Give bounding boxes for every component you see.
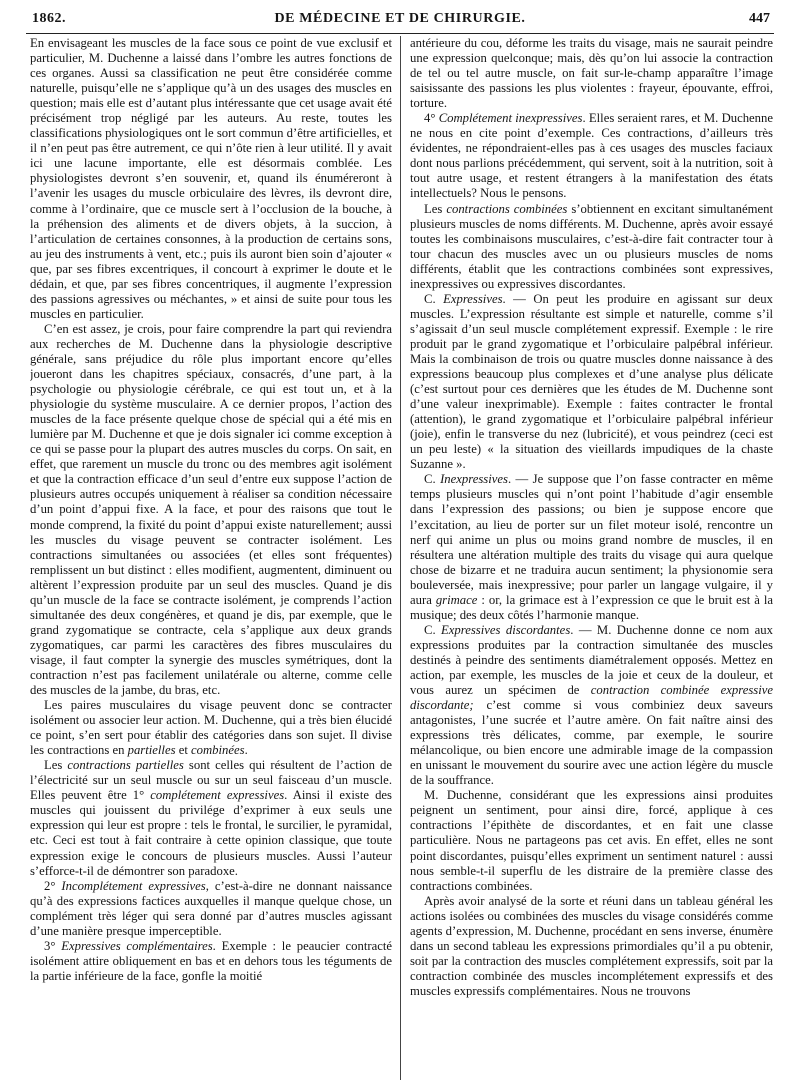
text-run: c’est comme si vous combiniez deux saveurs antagonistes, l’une sucrée et l’autre amère. On fait naître ainsi des expressions très délicates, comme, par exemple, le sourire mélancolique, ou bien encore une admirable image de la compassion en unissant le mouvement du sourire avec une action légère du muscle de la souffrance. <box>410 698 773 788</box>
text-run: C. <box>424 472 441 487</box>
italic-run: Expressives <box>443 291 503 306</box>
text-run: M. Duchenne, considérant que les expressions ainsi produites peignent un sentiment, pour ainsi dire, forcé, applique à ces contractions l’épithète de discordantes, et en fait une classe particulière. Nous ne partageons pas cet avis. En effet, elles ne sont point discordantes, puisqu’elles expriment un sentiment naturel : aussi nous semble-t-il superflu de les distraire de la première classe des contractions combinées. <box>410 788 773 893</box>
header-year: 1862. <box>32 11 66 26</box>
italic-run: partielles <box>127 743 176 758</box>
page-number: 447 <box>749 11 770 26</box>
header-rule <box>26 33 774 34</box>
italic-run: Inexpressives <box>440 472 508 487</box>
italic-run: contraction combinée expressive discordante; <box>410 683 773 713</box>
italic-run: Expressives discordantes <box>441 622 571 637</box>
text-run: . Ainsi il existe des muscles qui jouissent du privilége d’exprimer à eux seuls une expression qui leur est propre : tels le frontal, le surcilier, le pyramidal, etc. Ceci est tout à fait contraire à cette opinion classique, que toute expression exige le concours de plusieurs muscles. Aussi l’auteur s’efforce-t-il de démontrer son paradoxe. <box>30 788 392 878</box>
text-run: . — On peut les produire en agissant sur deux muscles. L’expression résultante est simple et naturelle, comme s’il s’agissait d’un seul muscle complétement expressif. Exemple : le rire produit par le grand zygomatique et l’orbiculaire palpébral inférieur. Mais la combinaison de trois ou quatre muscles donne naissance à des expressions beaucoup plus complexes et d’une analyse plus délicate (c’est surtout pour ces dernières que les études de M. Duchenne sont d’une valeur inexprimable). Exemple : faites contracter le frontal (attention), le grand zygomatique et l’orbiculaire palpébral inférieur (joie), enfin le transverse du nez (lubricité), et vous peindrez (ceci est un peu leste) « la situation des vieillards impudiques de la chaste Suzanne ». <box>410 291 773 472</box>
paragraph <box>410 36 773 111</box>
left-column <box>30 36 392 1080</box>
text-run: Les <box>424 201 447 216</box>
paragraph <box>410 894 773 999</box>
paragraph <box>30 758 392 878</box>
text-run: antérieure du cou, déforme les traits du visage, mais ne saurait peindre une expression quelconque; mais, dès qu’on lui associe la contraction de tel ou tel autre muscle, on fait sur-le-champ apparaître l’image saisissante des passions les plus violentes : frayeur, épouvante, effroi, torture. <box>410 36 773 111</box>
paragraph <box>30 879 392 939</box>
running-header <box>26 6 774 32</box>
text-run: Les paires musculaires du visage peuvent donc se contracter isolément ou associer leur action. M. Duchenne, qui a très bien élucidé ce point, s’en sert pour établir des catégories dans son sujet. Il divise les contractions en <box>30 698 392 758</box>
italic-run: contractions partielles <box>67 758 184 773</box>
text-run: . Elles seraient rares, et M. Duchenne ne nous en cite point d’exemple. Ces contractions, d’ailleurs très évidentes, ne répondraient-elles pas à ces usages des muscles faciaux dont nous parlions précédemment, qui servent, soit à la nutrition, soit à tout autre usage, et restent étrangers à la manifestation des états intellectuels? Nous le pensons. <box>410 111 773 201</box>
paragraph <box>410 472 773 622</box>
italic-run: combinées <box>191 743 245 758</box>
paragraph <box>30 36 392 322</box>
paragraph <box>410 788 773 893</box>
paragraph <box>30 698 392 758</box>
italic-run: grimace <box>435 592 478 607</box>
italic-run: contractions combinées <box>446 201 568 216</box>
text-run: 3° <box>44 938 62 953</box>
paragraph <box>410 111 773 201</box>
text-run: Les <box>44 758 68 773</box>
text-run: sont celles qui résultent de l’action de l’électricité sur un seul muscle ou sur un seul faisceau d’un muscle. Elles peuvent être 1° <box>30 758 392 803</box>
paragraph <box>30 939 392 984</box>
italic-run: Complétement inexpressives <box>438 111 583 126</box>
text-run: 4° <box>424 111 439 126</box>
text-run: , c’est-à-dire ne donnant naissance qu’à des expressions factices auxquelles il manque quelque chose, un complément très léger qui sera donné par d’autres muscles agissant d’une manière presque imperceptible. <box>30 878 392 938</box>
text-run: . — Je suppose que l’on fasse contracter en même temps plusieurs muscles qui n’ont point l’habitude d’agir ensemble dans l’expression des passions; ou bien je suppose encore que l’excitation, au lieu de porter sur un filet moteur isolé, rencontre un nerf qui anime un plus ou moins grand nombre de muscles, il en résultera une altération multiple des traits du visage qui aura quelque chose de bizarre et ne traduira aucun sentiment; la physionomie sera bouleversée, mais inexpressive; pour parler un langage vulgaire, il y aura <box>410 472 773 607</box>
italic-run: Incomplétement expressives <box>61 878 206 893</box>
text-run: et <box>175 743 192 758</box>
text-run: C. <box>424 622 442 637</box>
paragraph <box>410 202 773 292</box>
text-run: Après avoir analysé de la sorte et réuni dans un tableau général les actions isolées ou combinées des muscles du visage considérés comme agents d’expression, M. Duchenne, procédant en sens inverse, énumère dans un second tableau les expressions primordiales qu’il a pu obtenir, soit par la contraction des muscles complétement expressifs, soit par la contraction combinée des muscles incomplétement expressifs et des muscles expressifs complémentaires. Nous ne trouvons <box>410 893 773 998</box>
text-run: . Exemple : le peaucier contracté isolément attire obliquement en bas et en dehors tous les téguments de la partie inférieure de la face, gonfle la moitié <box>30 938 392 983</box>
text-run: . <box>244 743 248 758</box>
text-run: C’en est assez, je crois, pour faire comprendre la part qui reviendra aux recherches de M. Duchenne dans la physiologie descriptive générale, sans préjudice du rôle plus important encore qu’elles joueront dans les chapitres spéciaux, consacrés, d’une part, à la psychologie ou physiologie cérébrale, ce qui est tout un, et à la physiologie du système musculaire. A ce dernier propos, l’action des muscles de la face présente quelque chose de spécial qui a été mis en lumière par M. Duchenne et que je dois signaler ici comme exception à ce qui se passe pour la plupart des autres muscles du corps. On sait, en effet, que rarement un muscle du tronc ou des membres agit isolément et que la contraction efficace d’un seul d’entre eux suppose l’action de plusieurs autres occupés uniquement à réaliser sa condition nécessaire d’un point d’appui fixe. A la face, et pour des raisons que tout le monde comprend, la fixité du point d’appui existe naturellement; aussi les muscles du visage peuvent se contracter isolément. Les contractions simultanées ou associées (et elles sont fréquentes) remplissent un but distinct : elles modifient, augmentent, diminuent ou altèrent l’expression produite par un seul des muscles. Quand je dis qu’un muscle de la face se contracte isolément, je comprends l’action simultanée des deux congénères, et quand je dis, par exemple, que le grand zygomatique se contracte, cela s’applique aux deux grands zygomatiques, car parmi les caractères des fibres musculaires du visage, il faut compter la synergie des muscles symétriques, dont la contraction n’est pas facilement unilatérale ou alterne, comme celle des muscles de la jambe, du bras, etc. <box>30 321 392 698</box>
italic-run: complétement expressives <box>150 788 285 803</box>
column-divider <box>400 36 401 1080</box>
header-title: DE MÉDECINE ET DE CHIRURGIE. <box>274 11 526 26</box>
paragraph <box>410 623 773 789</box>
text-run: C. <box>424 291 444 306</box>
paragraph <box>410 292 773 473</box>
text-run: : or, la grimace est à l’expression ce que le bruit est à la musique; des deux côtés l’harmonie manque. <box>410 592 773 622</box>
text-run: 2° <box>44 878 62 893</box>
italic-run: Expressives complémentaires <box>61 938 213 953</box>
paragraph <box>30 322 392 698</box>
text-run: En envisageant les muscles de la face sous ce point de vue exclusif et particulier, M. Duchenne a laissé dans l’ombre les autres fonctions de ces organes. Aussi sa classification ne peut être considérée comme naturelle, puisqu’elle ne s’applique qu’à un des usages des muscles en question; mais elle est d’autant plus intéressante que cet usage avait été précisément trop négligé par les auteurs. Au reste, toutes les classifications physiologiques ont le sort commun d’être artificielles, et il n’en peut pas être autrement, ce qui n’ôte rien à leur utilité. Il y avait ici une lacune importante, elle est désormais comblée. Les physiologistes devront s’en souvenir, et, quand ils énuméreront à l’avenir les usages du muscle orbiculaire des lèvres, ils devront dire, comme à l’ordinaire, que ce muscle sert à l’occlusion de la bouche, à la préhension des aliments et de divers objets, à la succion, à l’articulation de certaines consonnes, à la production de certains sons, au jeu des instruments à vent, etc.; puis ils auront bien soin d’ajouter « que, par ses fibres excentriques, il concourt à exprimer le doute et le dédain, et que, par ses fibres concentriques, il augmente l’expression des passions agressives ou méchantes, » et ainsi de suite pour tous les muscles en particulier. <box>30 36 392 321</box>
right-column <box>410 36 773 1080</box>
text-run: . — M. Duchenne donne ce nom aux expressions produites par la contraction simultanée des muscles destinés à peindre des sentiments diamétralement opposés. Mettez en action, par exemple, les muscles de la joie et ceux de la douleur, et vous aurez un spécimen de <box>410 622 773 698</box>
text-run: s’obtiennent en excitant simultanément plusieurs muscles de noms différents. M. Duchenne, après avoir essayé toutes les combinaisons musculaires, c’est-à-dire fait contracter tour à tour chacun des muscles avec un ou plusieurs muscles de noms différents, établit que les contractions combinées sont expressives, inexpressives ou expressives discordantes. <box>410 201 773 291</box>
